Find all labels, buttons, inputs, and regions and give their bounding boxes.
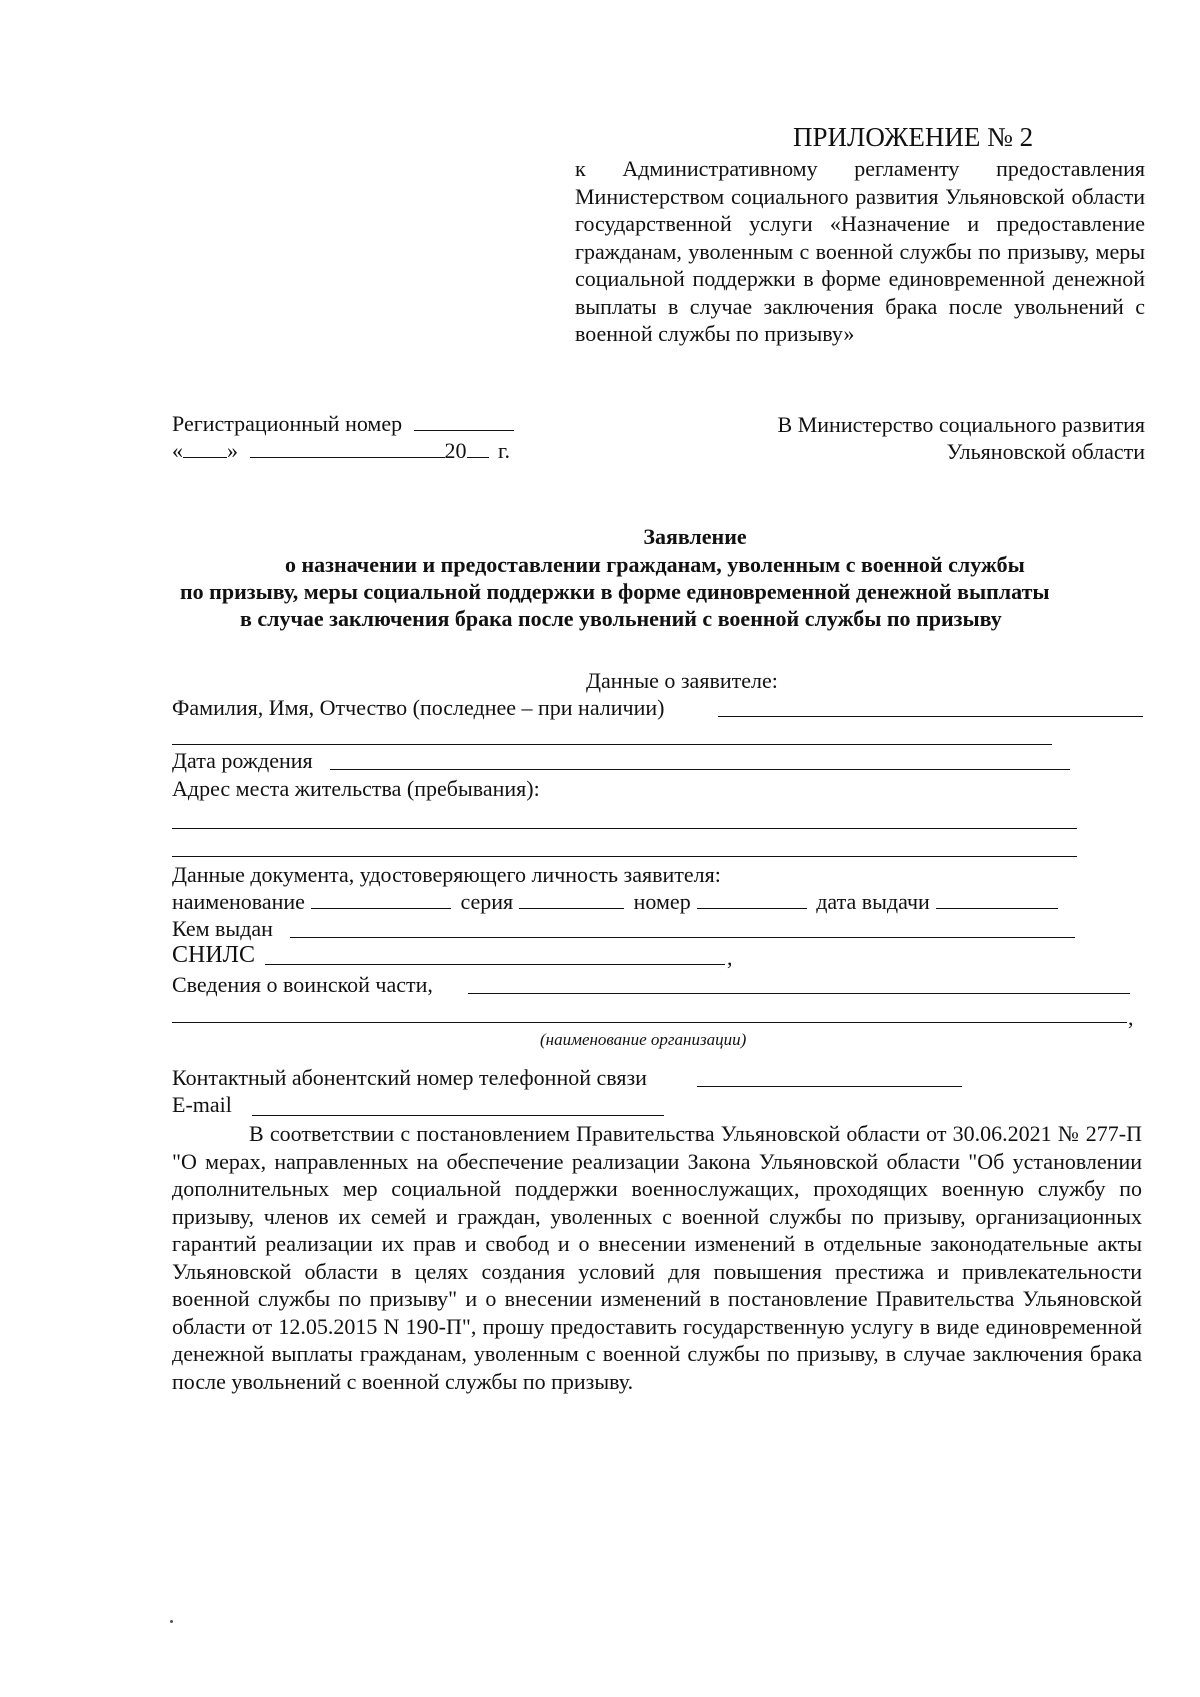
address-row xyxy=(172,775,540,802)
birth-date-row xyxy=(172,747,313,774)
phone-label: Контактный абонентский номер телефонной связи xyxy=(172,1065,647,1090)
appendix-title: ПРИЛОЖЕНИЕ № 2 xyxy=(793,122,1034,152)
registration-year-field[interactable] xyxy=(467,437,489,458)
document-title: Заявление xyxy=(643,524,747,549)
registration-day-field[interactable] xyxy=(183,437,227,458)
issued-by-row xyxy=(172,915,273,942)
year-prefix: 20 xyxy=(444,438,467,463)
snils-row xyxy=(172,942,255,969)
doc-name-field[interactable] xyxy=(311,888,451,909)
request-paragraph: В соответствии с постановлением Правительства Ульяновской области от 30.06.2021 № 277-П "О мерах, направленных на обеспечение реализации Закона Ульяновской области "Об установлении дополнительных мер социальной поддержки военнослужащих, проходящих военную службу по призыву, членов их семей и граждан, уволенных с военной службы по призыву, организационных гарантий реализации их прав и свобод и о внесении изменений в отдельные законодательные акты Ульяновской области в целях создания условий для повышения престижа и привлекательности военной службы по призыву" и о внесении изменений в постановление Правительства Ульяновской области от 12.05.2015 N 190-П", прошу предоставить государственную услугу в виде единовременной денежной выплаты гражданам, уволенным с военной службы по призыву, в случае заключения брака после увольнений с военной службы по призыву. xyxy=(172,1121,1142,1394)
appendix-description: к Административному регламенту предоставления Министерством социального развития Ульяновской области государственной услуги «Назначение и предоставление гражданам, уволенным с военной службы по призыву, меры социальной поддержки в форме единовременной денежной выплаты в случае заключения брака после увольнений с военной службы по призыву» xyxy=(575,156,1145,346)
doc-issue-date-label: дата выдачи xyxy=(816,889,930,914)
military-unit-row xyxy=(172,971,433,998)
issued-by-field[interactable] xyxy=(290,915,1075,938)
registration-number-field[interactable] xyxy=(414,410,514,431)
military-unit-field-continuation[interactable] xyxy=(172,1000,1127,1023)
birth-date-label: Дата рождения xyxy=(172,748,313,773)
doc-number-label: номер xyxy=(633,889,691,914)
addressee-line-2: Ульяновской области xyxy=(946,439,1145,464)
registration-date-row xyxy=(172,437,510,464)
military-unit-label: Сведения о воинской части, xyxy=(172,972,433,997)
identity-section-text: Данные документа, удостоверяющего личность заявителя: xyxy=(172,862,721,887)
phone-field[interactable] xyxy=(697,1064,962,1087)
email-row xyxy=(172,1091,232,1118)
year-suffix: г. xyxy=(498,438,511,463)
heading-line-3: в случае заключения брака после увольнений с военной службы по призыву xyxy=(240,606,1002,631)
snils-label: СНИЛС xyxy=(172,942,255,968)
address-field-line-1[interactable] xyxy=(172,806,1077,829)
heading-line-1: о назначении и предоставлении гражданам, уволенным с военной службы xyxy=(285,552,1025,577)
birth-date-field[interactable] xyxy=(330,747,1070,770)
snils-comma: , xyxy=(727,945,733,970)
email-field[interactable] xyxy=(252,1093,664,1116)
doc-series-field[interactable] xyxy=(519,888,624,909)
address-field-line-2[interactable] xyxy=(172,834,1077,857)
doc-name-label: наименование xyxy=(172,889,305,914)
issued-by-label: Кем выдан xyxy=(172,916,273,941)
heading-line-2: по призыву, меры социальной поддержки в форме единовременной денежной выплаты xyxy=(180,579,1050,604)
applicant-section-label: Данные о заявителе: xyxy=(586,668,778,693)
military-unit-field[interactable] xyxy=(468,971,1130,994)
date-open-quote: « xyxy=(172,438,183,463)
snils-field[interactable] xyxy=(265,942,725,965)
full-name-field-continuation[interactable] xyxy=(172,722,1052,745)
registration-month-field[interactable] xyxy=(250,437,445,458)
full-name-label: Фамилия, Имя, Отчество (последнее – при наличии) xyxy=(172,695,665,720)
doc-number-field[interactable] xyxy=(697,888,807,909)
trailing-comma: , xyxy=(1128,1005,1134,1030)
email-label: E-mail xyxy=(172,1092,232,1117)
identity-details-row xyxy=(172,888,1058,915)
org-caption: (наименование организации) xyxy=(540,1030,747,1049)
phone-row xyxy=(172,1064,647,1091)
date-close-quote: » xyxy=(227,438,238,463)
doc-issue-date-field[interactable] xyxy=(936,888,1058,909)
full-name-row xyxy=(172,694,664,721)
addressee-line-1: В Министерство социального развития xyxy=(777,412,1145,437)
scan-speck xyxy=(170,1620,173,1623)
doc-series-label: серия xyxy=(460,889,514,914)
registration-number-row xyxy=(172,410,514,437)
address-label: Адрес места жительства (пребывания): xyxy=(172,776,540,801)
full-name-field[interactable] xyxy=(718,694,1143,717)
identity-section-label xyxy=(172,861,721,888)
registration-number-label: Регистрационный номер xyxy=(172,411,403,436)
